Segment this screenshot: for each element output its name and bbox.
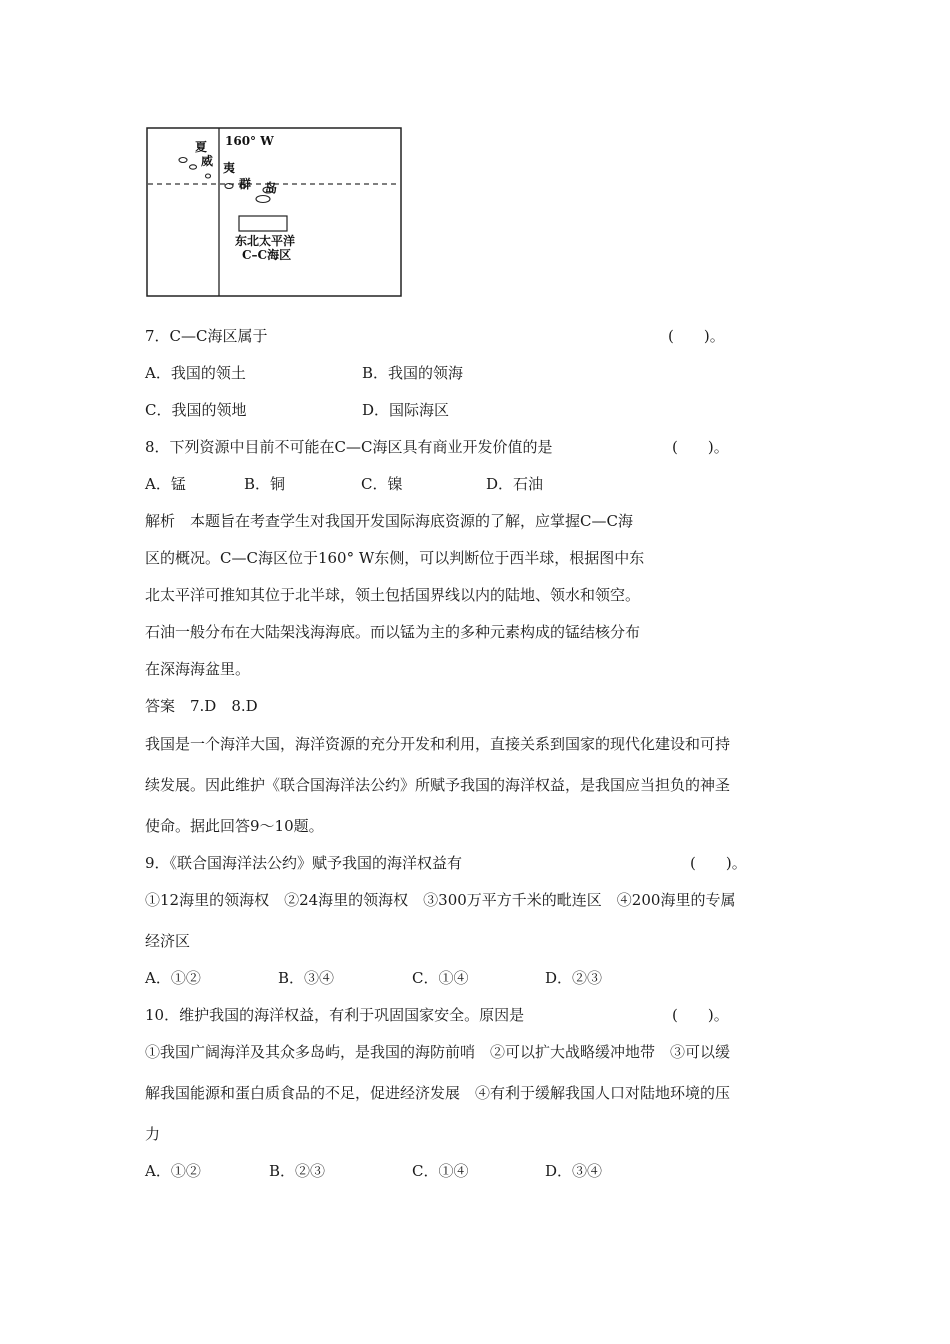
q10-items-line-1: ①我国广阔海洋及其众多岛屿，是我国的海防前哨 ②可以扩大战略缓冲地带 ③可以缓 bbox=[145, 1043, 731, 1061]
zone-label: C–C海区 bbox=[242, 248, 292, 262]
q7-stem: 7．C—C海区属于 bbox=[145, 327, 268, 345]
q7-option-a: A．我国的领土 bbox=[145, 364, 246, 382]
longitude-label: 160° W bbox=[225, 134, 274, 148]
q10-bracket: ( )。 bbox=[672, 1006, 729, 1024]
hawaii-label-char-2: 威 bbox=[201, 154, 214, 168]
q7-bracket: ( )。 bbox=[668, 327, 725, 345]
hawaii-label-char-3: 夷 bbox=[223, 161, 236, 175]
q10-option-c: C．①④ bbox=[412, 1162, 469, 1180]
q7-option-d: D．国际海区 bbox=[362, 401, 450, 419]
q9-items-line-1: ①12海里的领海权 ②24海里的领海权 ③300万平方千米的毗连区 ④200海里的专属 bbox=[145, 891, 736, 909]
q8-option-d: D．石油 bbox=[486, 475, 544, 493]
q9-option-c: C．①④ bbox=[412, 969, 469, 987]
analysis-line-4: 石油一般分布在大陆架浅海海底。而以锰为主的多种元素构成的锰结核分布 bbox=[145, 623, 641, 641]
hawaii-label-char-1: 夏 bbox=[195, 140, 208, 154]
q7-option-c: C．我国的领地 bbox=[145, 401, 247, 419]
analysis-line-3: 北太平洋可推知其位于北半球，领土包括国界线以内的陆地、领水和领空。 bbox=[145, 586, 641, 604]
cc-zone-box bbox=[239, 216, 287, 231]
q10-option-d: D．③④ bbox=[545, 1162, 603, 1180]
hawaii-label-char-4: 群 bbox=[239, 177, 252, 191]
q8-stem: 8．下列资源中目前不可能在C—C海区具有商业开发价值的是 bbox=[145, 438, 553, 456]
q8-bracket: ( )。 bbox=[672, 438, 729, 456]
q10-option-a: A．①② bbox=[145, 1162, 201, 1180]
q9-option-a: A．①② bbox=[145, 969, 201, 987]
q8-option-b: B．铜 bbox=[244, 475, 286, 493]
ocean-label: 东北太平洋 bbox=[235, 234, 296, 248]
passage-line-3: 使命。据此回答9～10题。 bbox=[145, 817, 324, 835]
q10-items-line-2: 解我国能源和蛋白质食品的不足，促进经济发展 ④有利于缓解我国人口对陆地环境的压 bbox=[145, 1084, 731, 1102]
q10-stem: 10．维护我国的海洋权益，有利于巩固国家安全。原因是 bbox=[145, 1006, 525, 1024]
answer-line: 答案 7.D 8.D bbox=[145, 697, 258, 715]
q9-items-line-2: 经济区 bbox=[145, 932, 191, 950]
map-figure bbox=[146, 127, 402, 297]
q10-option-b: B．②③ bbox=[269, 1162, 326, 1180]
q9-option-b: B．③④ bbox=[278, 969, 335, 987]
analysis-line-2: 区的概况。C—C海区位于160° W东侧，可以判断位于西半球，根据图中东 bbox=[145, 549, 645, 567]
q7-option-b: B．我国的领海 bbox=[362, 364, 464, 382]
passage-line-2: 续发展。因此维护《联合国海洋法公约》所赋予我国的海洋权益，是我国应当担负的神圣 bbox=[145, 776, 731, 794]
analysis-line-1: 解析 本题旨在考查学生对我国开发国际海底资源的了解，应掌握C—C海 bbox=[145, 512, 633, 530]
q10-items-line-3: 力 bbox=[145, 1125, 161, 1143]
q9-bracket: ( )。 bbox=[690, 854, 747, 872]
map-drawing bbox=[146, 127, 402, 297]
q9-stem: 9．《联合国海洋法公约》赋予我国的海洋权益有 bbox=[145, 854, 463, 872]
q8-option-a: A．锰 bbox=[145, 475, 186, 493]
q9-option-d: D．②③ bbox=[545, 969, 603, 987]
hawaii-label-char-5: 岛 bbox=[265, 181, 278, 195]
passage-line-1: 我国是一个海洋大国，海洋资源的充分开发和利用，直接关系到国家的现代化建设和可持 bbox=[145, 735, 731, 753]
q8-option-c: C．镍 bbox=[361, 475, 403, 493]
analysis-line-5: 在深海海盆里。 bbox=[145, 660, 251, 678]
